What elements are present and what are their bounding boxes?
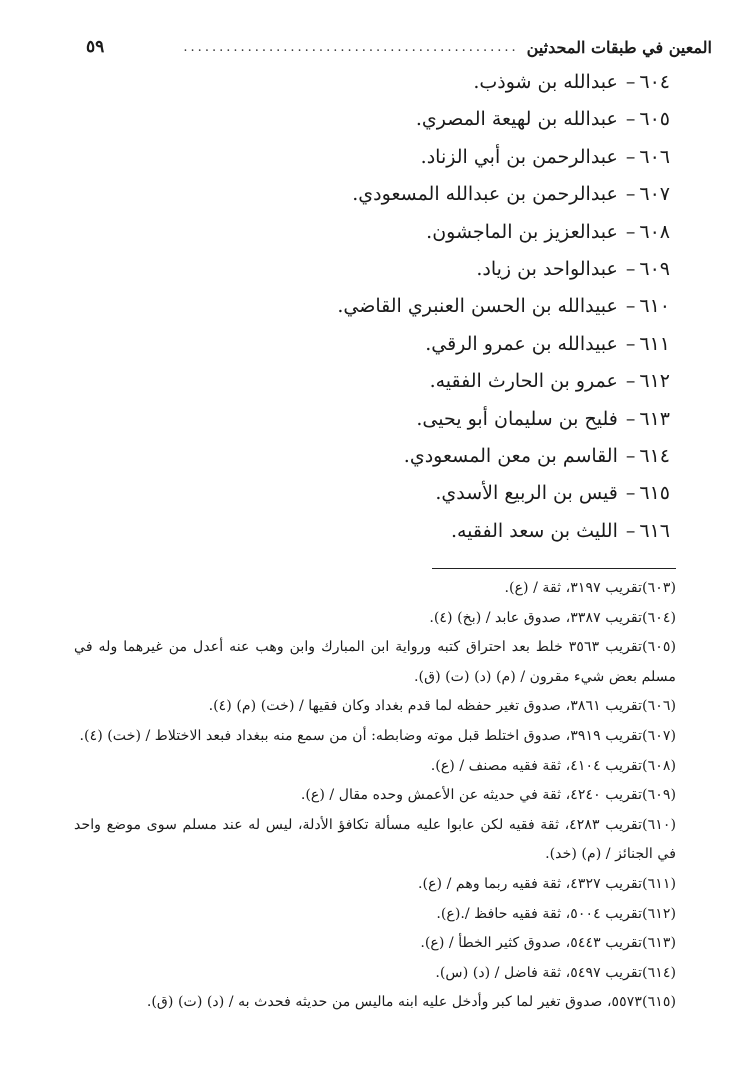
footnote [74, 870, 676, 900]
list-item [250, 251, 670, 288]
footnote-ref: (٦١٠) [642, 816, 676, 833]
entry-dash: – [625, 220, 636, 243]
footnote-ref: (٦٠٦) [642, 698, 676, 715]
entry-number: ٦٠٨ [639, 220, 670, 243]
entry-name: القاسم بن معن المسعودي. [403, 444, 618, 467]
entry-dash: – [625, 444, 636, 467]
footnote-text: تقريب ٣٣٨٧، صدوق عابد / (بخ) (٤). [429, 609, 643, 626]
list-item [250, 101, 670, 138]
footnote-ref: (٦١٤) [642, 964, 676, 981]
footnote-ref: (٦١٢) [642, 905, 676, 922]
footnote [74, 959, 676, 989]
footnote [74, 900, 676, 930]
entry-name: عبدالواحد بن زياد. [476, 257, 618, 280]
entry-name: قيس بن الربيع الأسدي. [435, 482, 618, 505]
footnote-text: تقريب ٣٨٦١، صدوق تغير حفظه لما قدم بغداد وكان فقيها / (خت) (م) (٤). [208, 698, 643, 715]
entry-dash: – [625, 257, 636, 280]
footnote [74, 604, 676, 634]
entry-number: ٦١٦ [639, 519, 670, 542]
footnote [74, 929, 676, 959]
entry-name: عبيدالله بن الحسن العنبري القاضي. [337, 295, 618, 318]
footnote-ref: (٦١١) [642, 875, 676, 892]
entry-dash: – [625, 145, 636, 168]
running-header [86, 34, 712, 60]
footnotes [74, 574, 676, 1018]
footnote [74, 752, 676, 782]
entry-name: عبدالرحمن بن أبي الزناد. [420, 145, 618, 168]
footnote-ref: (٦١٥) [642, 994, 676, 1011]
footnote [74, 692, 676, 722]
entry-name: عبيدالله بن عمرو الرقي. [425, 332, 618, 355]
entry-dash: – [625, 407, 636, 430]
entry-number: ٦٠٦ [639, 145, 670, 168]
entry-number: ٦١٢ [639, 370, 670, 393]
footnote-text: تقريب ٣٥٦٣ خلط بعد احتراق كتبه ورواية ابن المبارك وابن وهب عنه أعدل من غيرهما وله في مسلم بعض شيء مقرون / (م) (د) (ت) (ق). [74, 639, 676, 685]
entry-number: ٦١٥ [639, 482, 670, 505]
list-item [250, 326, 670, 363]
footnote [74, 988, 676, 1018]
footnote-ref: (٦٠٧) [642, 727, 676, 744]
footnote [74, 633, 676, 692]
list-item [250, 176, 670, 213]
footnote-ref: (٦٠٣) [642, 580, 676, 596]
footnote-text: تقريب ٥٤٩٧، ثقة فاضل / (د) (س). [435, 964, 643, 981]
footnote-text: تقريب ٣١٩٧، ثقة / (ع). [504, 580, 643, 596]
footnote-separator [432, 568, 676, 569]
entry-name: عبدالله بن شوذب. [473, 71, 618, 93]
entry-dash: – [625, 71, 636, 93]
entry-number: ٦١٣ [639, 407, 670, 430]
header-title: المعين في طبقات المحدثين [526, 37, 712, 57]
entry-number: ٦٠٩ [639, 257, 670, 280]
entry-name: فليح بن سليمان أبو يحيى. [416, 407, 618, 430]
entry-dash: – [625, 482, 636, 505]
list-item [250, 64, 670, 101]
entry-name: عمرو بن الحارث الفقيه. [429, 370, 618, 393]
footnote-text: تقريب ٤٢٨٣، ثقة فقيه لكن عابوا عليه مسألة تكافؤ الأدلة، ليس له عند مسلم سوى موضع واحد في الجنائز / (م) (خد). [74, 816, 676, 863]
narrator-list [250, 64, 670, 550]
entry-number: ٦٠٧ [639, 183, 670, 206]
entry-number: ٦١٠ [639, 295, 670, 318]
entry-number: ٦١٤ [639, 444, 670, 467]
footnote-text: تقريب ٥٠٠٤، ثقة فقيه حافظ /.(ع). [436, 905, 643, 922]
footnote-ref: (٦٠٤) [642, 609, 676, 626]
entry-name: عبدالعزيز بن الماجشون. [426, 220, 618, 243]
list-item [250, 475, 670, 512]
footnote [74, 574, 676, 604]
footnote-ref: (٦١٣) [642, 935, 676, 952]
footnote [74, 781, 676, 811]
entry-dash: – [625, 332, 636, 355]
list-item [250, 401, 670, 438]
page-number: ٥٩ [86, 37, 105, 57]
entry-dash: – [625, 108, 636, 131]
entry-dash: – [625, 370, 636, 393]
entry-dash: – [625, 519, 636, 542]
footnote-ref: (٦٠٥) [642, 639, 677, 656]
list-item [250, 513, 670, 550]
list-item [250, 288, 670, 325]
footnote-text: تقريب ٣٩١٩، صدوق اختلط قبل موته وضابطه: أن من سمع منه ببغداد فبعد الاختلاط / (خت) (٤). [79, 727, 643, 744]
entry-name: عبدالرحمن بن عبدالله المسعودي. [352, 183, 618, 206]
entry-name: الليث بن سعد الفقيه. [450, 519, 618, 542]
footnote-text: ٥٥٧٣، صدوق تغير لما كبر وأدخل عليه ابنه ماليس من حديثه فحدث به / (د) (ت) (ق). [146, 994, 643, 1011]
entry-number: ٦٠٥ [639, 108, 670, 131]
entry-number: ٦٠٤ [639, 71, 670, 93]
footnote-text: تقريب ٤٢٤٠، ثقة في حديثه عن الأعمش وحده مقال / (ع). [300, 787, 643, 804]
footnote [74, 811, 676, 870]
list-item [250, 214, 670, 251]
footnote-ref: (٦٠٩) [642, 787, 676, 804]
list-item [250, 438, 670, 475]
entry-dash: – [625, 295, 636, 318]
footnote [74, 722, 676, 752]
entry-dash: – [625, 183, 636, 206]
footnote-text: تقريب ٥٤٤٣، صدوق كثير الخطأ / (ع). [420, 935, 643, 952]
entry-name: عبدالله بن لهيعة المصري. [415, 108, 618, 131]
list-item [250, 139, 670, 176]
list-item [250, 363, 670, 400]
header-leader-dots: ............................................... [183, 39, 519, 55]
footnote-text: تقريب ٤١٠٤، ثقة فقيه مصنف / (ع). [430, 757, 643, 774]
entry-number: ٦١١ [639, 332, 670, 355]
footnote-ref: (٦٠٨) [642, 757, 676, 774]
footnote-text: تقريب ٤٣٢٧، ثقة فقيه ربما وهم / (ع). [418, 875, 643, 892]
